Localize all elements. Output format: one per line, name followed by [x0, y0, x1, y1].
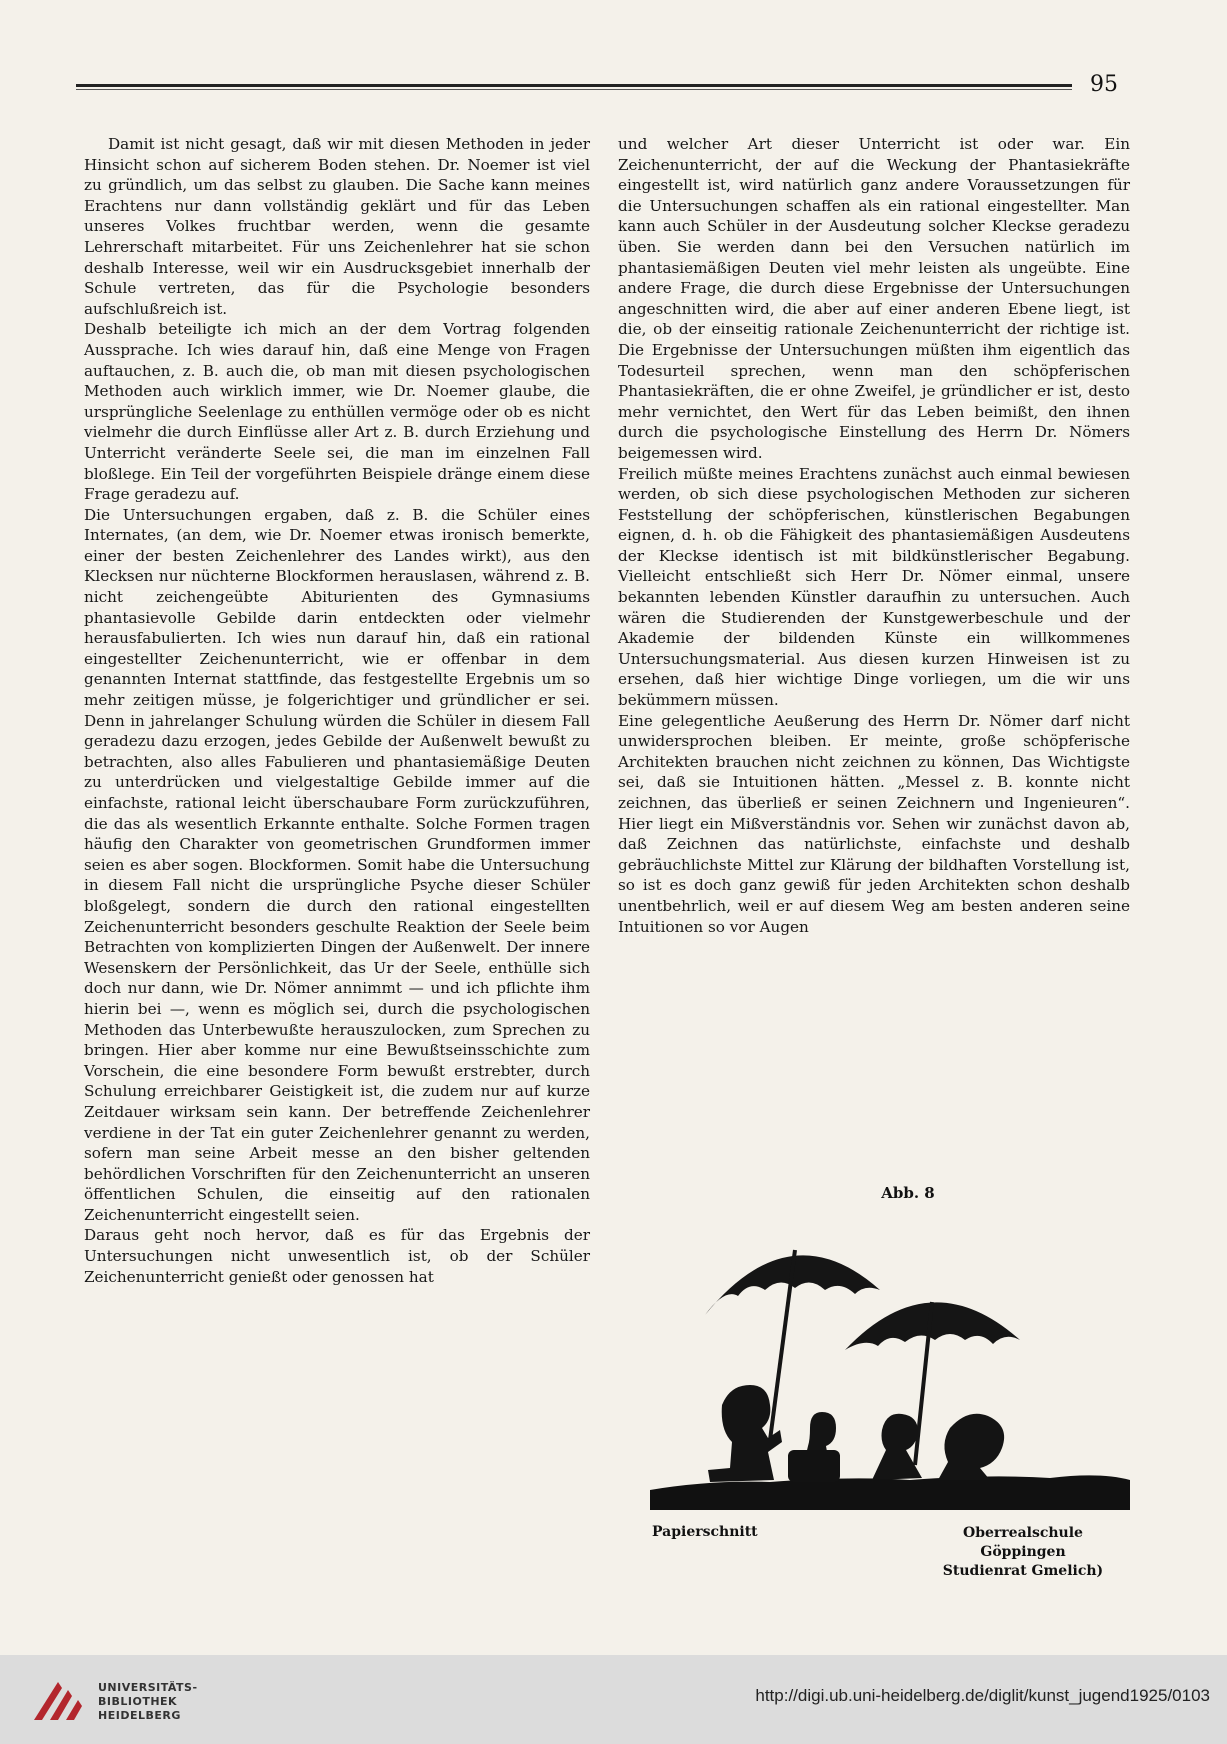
left-paragraph-3: Die Untersuchungen ergaben, daß z. B. die Schüler eines Internates, (an dem, wie Dr. Noemer etwas ironisch bemerkte, einer der besten Zeichenlehrer des Landes wirkt), aus den Klecksen nur nüchterne Blockformen herauslasen, während z. B. nicht zeichengeübte Abiturienten des Gymnasiums phantasievolle Gebilde darin entdeckten oder vielmehr herausfabulierten. Ich wies nun darauf hin, daß ein rational eingestellter Zeichenunterricht, wie er offenbar in dem genannten Internat stattfinde, das festgestellte Ergebnis um so mehr zeitigen müsse, je folgerichtiger und gründlicher er sei. Denn in jahrelanger Schulung würden die Schüler in diesem Fall geradezu dazu erzogen, jedes Gebilde der Außenwelt bewußt zu betrachten, also alles Fabulieren und phantasiemäßige Deuten zu unterdrücken und vielgestaltige Gebilde immer auf die einfachste, rational leicht überschaubare Form zurückzuführen, die das als wesentlich Erkannte enthalte. Solche Formen tragen häufig den Charakter von geometrischen Grundformen immer seien es aber sogen. Blockformen. Somit habe die Untersuchung in diesem Fall nicht die ursprüngliche Psyche dieser Schüler bloßgelegt, sondern die durch den rational eingestellten Zeichenunterricht besonders geschulte Reaktion der Seele beim Betrachten von komplizierten Dingen der Außenwelt. Der innere Wesenskern der Persönlichkeit, das Ur der Seele, enthülle sich doch nur dann, wie Dr. Nömer annimmt — und ich pflichte ihm hierin bei —, wenn es möglich sei, durch die psychologischen Methoden das Unterbewußte herauszulocken, zum Sprechen zu bringen. Hier aber komme nur eine Bewußtseinsschichte zum Vorschein, die eine besondere Form bewußt erstrebter, durch Schulung erreichbarer Geistigkeit ist, die zudem nur auf kurze Zeitdauer wirksam sein kann. Der betreffende Zeichenlehrer verdiene in der Tat ein guter Zeichenlehrer genannt zu werden, sofern man seine Arbeit messe an den bisher geltenden behördlichen Vorschriften für den Zeichenunterricht an unseren öffentlichen Schulen, die einseitig auf den rationalen Zeichenunterricht eingestellt seien.	[84, 505, 590, 1224]
left-column	[84, 134, 590, 1287]
figure-label: Abb. 8	[881, 1184, 935, 1202]
paper-cut-illustration	[650, 1180, 1130, 1510]
basket-silhouette	[788, 1450, 840, 1482]
header-rule	[76, 84, 1072, 90]
caption-right-line-1: Oberrealschule Göppingen	[963, 1525, 1083, 1560]
right-paragraph-3: Eine gelegentliche Aeußerung des Herrn Dr. Nömer darf nicht unwidersprochen bleiben. Er meinte, große schöpferische Architekten brauchen nicht zeichnen zu können, Das Wichtigste sei, daß sie Intuitionen hätten. „Messel z. B. konnte nicht zeichnen, das überließ er seinen Zeichnern und Ingenieuren“. Hier liegt ein Mißverständnis vor. Sehen wir zunächst davon ab, daß Zeichnen das natürlichste, einfachste und deshalb gebräuchlichste Mittel zur Klärung der bildhaften Vorstellung ist, so ist es doch ganz gewiß für jeden Architekten schon deshalb unentbehrlich, weil er auf diesem Weg am besten anderen seine Intuitionen so vor Augen	[618, 711, 1130, 936]
library-name-line-1: UNIVERSITÄTS-	[98, 1681, 198, 1694]
right-column	[618, 134, 1130, 937]
library-name	[98, 1681, 198, 1723]
university-library-logo-icon	[30, 1676, 90, 1728]
figure-caption-left: Papierschnitt	[652, 1524, 758, 1540]
right-paragraph-2: Freilich müßte meines Erachtens zunächst auch einmal bewiesen werden, ob sich diese psychologischen Methoden zur sicheren Feststellung der schöpferischen, künstlerischen Begabungen eignen, d. h. ob die Fähigkeit des phantasiemäßigen Ausdeutens der Kleckse identisch ist mit bildkünstlerischer Begabung. Vielleicht entschließt sich Herr Dr. Nömer einmal, unsere bekannten lebenden Künstler daraufhin zu untersuchen. Auch wären die Studierenden der Kunstgewerbeschule und der Akademie der bildenden Künste ein willkommenes Untersuchungsmaterial. Aus diesen kurzen Hinweisen ist zu ersehen, daß hier wichtige Dinge vorliegen, um die wir uns bekümmern müssen.	[618, 464, 1130, 710]
caption-right-line-2: Studienrat Gmelich)	[942, 1563, 1104, 1579]
seated-figure-one	[872, 1414, 922, 1480]
source-url-link[interactable]: http://digi.ub.uni-heidelberg.de/diglit/kunst_jugend1925/0103	[755, 1686, 1210, 1705]
left-paragraph-4: Daraus geht noch hervor, daß es für das Ergebnis der Untersuchungen nicht unwesentlich ist, ob der Schüler Zeichenunterricht genießt oder genossen hat	[84, 1226, 590, 1286]
seated-figure-two	[938, 1414, 1004, 1480]
left-paragraph-1: Damit ist nicht gesagt, daß wir mit diesen Methoden in jeder Hinsicht schon auf sicherem Boden stehen. Dr. Noemer ist viel zu gründlich, um das selbst zu glauben. Die Sache kann meines Erachtens nur dann vollständig geklärt und für das Leben unseres Volkes fruchtbar werden, wenn die gesamte Lehrerschaft mitarbeitet. Für uns Zeichenlehrer hat sie schon deshalb Interesse, weil wir ein Ausdrucksgebiet innerhalb der Schule vertreten, das für die Psychologie besonders aufschlußreich ist.	[84, 135, 590, 318]
right-paragraph-1: und welcher Art dieser Unterricht ist oder war. Ein Zeichenunterricht, der auf die Weckung der Phantasiekräfte eingestellt ist, wird natürlich ganz andere Voraussetzungen für die Untersuchungen schaffen als ein rational eingestellter. Man kann auch Schüler in der Ausdeutung solcher Kleckse geradezu üben. Sie werden dann bei den Versuchen natürlich im phantasiemäßigen Deuten viel mehr leisten als ungeübte. Eine andere Frage, die durch diese Ergebnisse der Untersuchungen angeschnitten wird, die aber auf einer anderen Ebene liegt, ist die, ob der einseitig rationale Zeichenunterricht der richtige ist. Die Ergebnisse der Untersuchungen müßten ihm eigentlich das Todesurteil sprechen, wenn man den schöpferischen Phantasiekräften, die er ohne Zweifel, je gründlicher er ist, desto mehr vernichtet, den Wert für das Leben beimißt, den ihnen durch die psychologische Einstellung des Herrn Dr. Nömers beigemessen wird.	[618, 135, 1130, 462]
left-paragraph-2: Deshalb beteiligte ich mich an der dem Vortrag folgenden Aussprache. Ich wies darauf hin, daß eine Menge von Fragen auftauchen, z. B. auch die, ob man mit diesen psychologischen Methoden auch wirklich immer, wie Dr. Noemer glaube, die ursprüngliche Seelenlage zu enthüllen vermöge oder ob es nicht vielmehr die durch Einflüsse aller Art z. B. durch Erziehung und Unterricht veränderte Seele sei, die man im einzelnen Fall bloßlege. Ein Teil der vorgeführten Beispiele dränge einem diese Frage geradezu auf.	[84, 320, 590, 504]
library-name-line-3: HEIDELBERG	[98, 1709, 181, 1722]
figure-caption-right	[918, 1524, 1128, 1581]
page-number: 95	[1090, 72, 1118, 97]
library-name-line-2: BIBLIOTHEK	[98, 1695, 178, 1708]
